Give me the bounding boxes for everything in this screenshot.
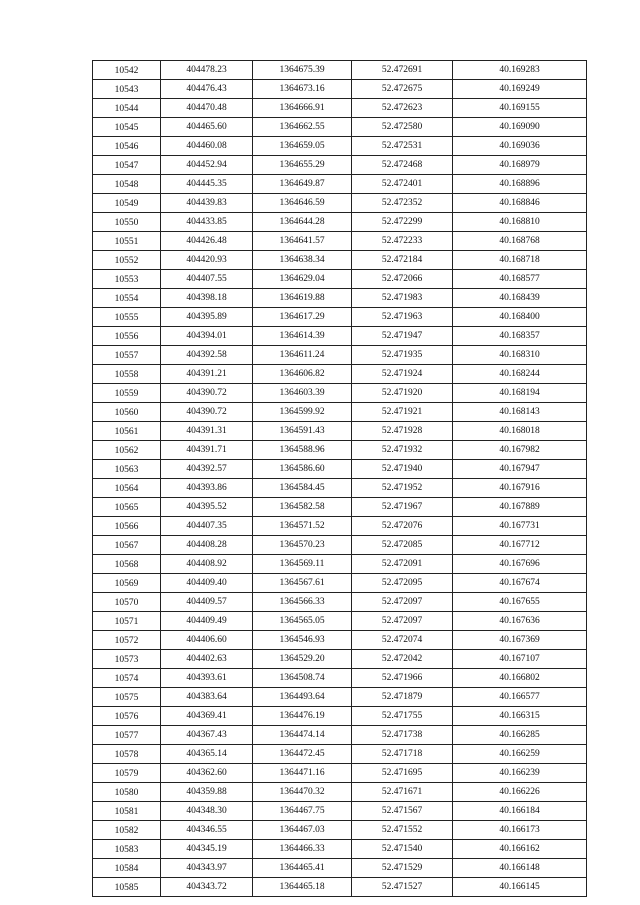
y-coordinate-cell: 1364465.18 <box>253 878 352 897</box>
table-row <box>93 403 587 422</box>
x-coordinate-cell: 404369.41 <box>161 707 253 726</box>
table-row <box>93 156 587 175</box>
y-coordinate-cell: 1364675.39 <box>253 61 352 80</box>
point-id-cell: 10545 <box>93 118 161 137</box>
latitude-cell: 52.471755 <box>352 707 453 726</box>
latitude-cell: 52.471529 <box>352 859 453 878</box>
point-id-cell: 10577 <box>93 726 161 745</box>
x-coordinate-cell: 404465.60 <box>161 118 253 137</box>
point-id-cell: 10565 <box>93 498 161 517</box>
y-coordinate-cell: 1364571.52 <box>253 517 352 536</box>
table-row <box>93 289 587 308</box>
x-coordinate-cell: 404343.97 <box>161 859 253 878</box>
table-row <box>93 213 587 232</box>
table-row <box>93 555 587 574</box>
table-row <box>93 745 587 764</box>
y-coordinate-cell: 1364566.33 <box>253 593 352 612</box>
coordinates-table-body <box>93 61 587 897</box>
y-coordinate-cell: 1364641.57 <box>253 232 352 251</box>
x-coordinate-cell: 404452.94 <box>161 156 253 175</box>
longitude-cell: 40.167696 <box>453 555 587 574</box>
y-coordinate-cell: 1364465.41 <box>253 859 352 878</box>
point-id-cell: 10550 <box>93 213 161 232</box>
latitude-cell: 52.472299 <box>352 213 453 232</box>
latitude-cell: 52.471718 <box>352 745 453 764</box>
point-id-cell: 10570 <box>93 593 161 612</box>
x-coordinate-cell: 404402.63 <box>161 650 253 669</box>
table-row <box>93 251 587 270</box>
point-id-cell: 10576 <box>93 707 161 726</box>
longitude-cell: 40.169249 <box>453 80 587 99</box>
point-id-cell: 10558 <box>93 365 161 384</box>
y-coordinate-cell: 1364599.92 <box>253 403 352 422</box>
table-row <box>93 479 587 498</box>
table-row <box>93 574 587 593</box>
latitude-cell: 52.471671 <box>352 783 453 802</box>
x-coordinate-cell: 404391.31 <box>161 422 253 441</box>
y-coordinate-cell: 1364646.59 <box>253 194 352 213</box>
x-coordinate-cell: 404409.40 <box>161 574 253 593</box>
x-coordinate-cell: 404460.08 <box>161 137 253 156</box>
y-coordinate-cell: 1364467.75 <box>253 802 352 821</box>
x-coordinate-cell: 404409.57 <box>161 593 253 612</box>
x-coordinate-cell: 404407.55 <box>161 270 253 289</box>
longitude-cell: 40.168357 <box>453 327 587 346</box>
x-coordinate-cell: 404392.58 <box>161 346 253 365</box>
longitude-cell: 40.168244 <box>453 365 587 384</box>
x-coordinate-cell: 404393.86 <box>161 479 253 498</box>
table-row <box>93 802 587 821</box>
longitude-cell: 40.167916 <box>453 479 587 498</box>
point-id-cell: 10580 <box>93 783 161 802</box>
y-coordinate-cell: 1364655.29 <box>253 156 352 175</box>
x-coordinate-cell: 404433.85 <box>161 213 253 232</box>
point-id-cell: 10551 <box>93 232 161 251</box>
table-row <box>93 859 587 878</box>
x-coordinate-cell: 404409.49 <box>161 612 253 631</box>
y-coordinate-cell: 1364644.28 <box>253 213 352 232</box>
point-id-cell: 10563 <box>93 460 161 479</box>
latitude-cell: 52.471920 <box>352 384 453 403</box>
longitude-cell: 40.168400 <box>453 308 587 327</box>
longitude-cell: 40.166145 <box>453 878 587 897</box>
y-coordinate-cell: 1364470.32 <box>253 783 352 802</box>
y-coordinate-cell: 1364467.03 <box>253 821 352 840</box>
table-row <box>93 783 587 802</box>
x-coordinate-cell: 404476.43 <box>161 80 253 99</box>
longitude-cell: 40.166184 <box>453 802 587 821</box>
point-id-cell: 10575 <box>93 688 161 707</box>
x-coordinate-cell: 404362.60 <box>161 764 253 783</box>
longitude-cell: 40.167674 <box>453 574 587 593</box>
longitude-cell: 40.168439 <box>453 289 587 308</box>
table-row <box>93 688 587 707</box>
table-row <box>93 536 587 555</box>
point-id-cell: 10548 <box>93 175 161 194</box>
table-row <box>93 175 587 194</box>
y-coordinate-cell: 1364611.24 <box>253 346 352 365</box>
point-id-cell: 10556 <box>93 327 161 346</box>
latitude-cell: 52.472042 <box>352 650 453 669</box>
point-id-cell: 10559 <box>93 384 161 403</box>
x-coordinate-cell: 404478.23 <box>161 61 253 80</box>
x-coordinate-cell: 404470.48 <box>161 99 253 118</box>
y-coordinate-cell: 1364649.87 <box>253 175 352 194</box>
latitude-cell: 52.471695 <box>352 764 453 783</box>
y-coordinate-cell: 1364638.34 <box>253 251 352 270</box>
y-coordinate-cell: 1364472.45 <box>253 745 352 764</box>
point-id-cell: 10542 <box>93 61 161 80</box>
table-row <box>93 669 587 688</box>
point-id-cell: 10561 <box>93 422 161 441</box>
point-id-cell: 10581 <box>93 802 161 821</box>
table-row <box>93 441 587 460</box>
latitude-cell: 52.472085 <box>352 536 453 555</box>
longitude-cell: 40.167731 <box>453 517 587 536</box>
y-coordinate-cell: 1364606.82 <box>253 365 352 384</box>
y-coordinate-cell: 1364493.64 <box>253 688 352 707</box>
table-row <box>93 327 587 346</box>
y-coordinate-cell: 1364570.23 <box>253 536 352 555</box>
x-coordinate-cell: 404407.35 <box>161 517 253 536</box>
latitude-cell: 52.471952 <box>352 479 453 498</box>
y-coordinate-cell: 1364474.14 <box>253 726 352 745</box>
latitude-cell: 52.471966 <box>352 669 453 688</box>
x-coordinate-cell: 404426.48 <box>161 232 253 251</box>
longitude-cell: 40.169090 <box>453 118 587 137</box>
longitude-cell: 40.168143 <box>453 403 587 422</box>
latitude-cell: 52.471940 <box>352 460 453 479</box>
point-id-cell: 10566 <box>93 517 161 536</box>
point-id-cell: 10572 <box>93 631 161 650</box>
latitude-cell: 52.472076 <box>352 517 453 536</box>
point-id-cell: 10584 <box>93 859 161 878</box>
longitude-cell: 40.168979 <box>453 156 587 175</box>
point-id-cell: 10564 <box>93 479 161 498</box>
longitude-cell: 40.167655 <box>453 593 587 612</box>
y-coordinate-cell: 1364588.96 <box>253 441 352 460</box>
longitude-cell: 40.167636 <box>453 612 587 631</box>
y-coordinate-cell: 1364591.43 <box>253 422 352 441</box>
y-coordinate-cell: 1364603.39 <box>253 384 352 403</box>
table-row <box>93 270 587 289</box>
x-coordinate-cell: 404391.21 <box>161 365 253 384</box>
longitude-cell: 40.166148 <box>453 859 587 878</box>
table-row <box>93 764 587 783</box>
point-id-cell: 10579 <box>93 764 161 783</box>
latitude-cell: 52.471928 <box>352 422 453 441</box>
x-coordinate-cell: 404408.92 <box>161 555 253 574</box>
longitude-cell: 40.169283 <box>453 61 587 80</box>
latitude-cell: 52.472074 <box>352 631 453 650</box>
longitude-cell: 40.169155 <box>453 99 587 118</box>
x-coordinate-cell: 404391.71 <box>161 441 253 460</box>
x-coordinate-cell: 404367.43 <box>161 726 253 745</box>
longitude-cell: 40.167712 <box>453 536 587 555</box>
y-coordinate-cell: 1364584.45 <box>253 479 352 498</box>
x-coordinate-cell: 404439.83 <box>161 194 253 213</box>
x-coordinate-cell: 404359.88 <box>161 783 253 802</box>
y-coordinate-cell: 1364569.11 <box>253 555 352 574</box>
y-coordinate-cell: 1364565.05 <box>253 612 352 631</box>
latitude-cell: 52.472468 <box>352 156 453 175</box>
longitude-cell: 40.167982 <box>453 441 587 460</box>
y-coordinate-cell: 1364666.91 <box>253 99 352 118</box>
table-row <box>93 460 587 479</box>
y-coordinate-cell: 1364466.33 <box>253 840 352 859</box>
longitude-cell: 40.168896 <box>453 175 587 194</box>
latitude-cell: 52.471983 <box>352 289 453 308</box>
y-coordinate-cell: 1364662.55 <box>253 118 352 137</box>
latitude-cell: 52.471552 <box>352 821 453 840</box>
point-id-cell: 10544 <box>93 99 161 118</box>
x-coordinate-cell: 404348.30 <box>161 802 253 821</box>
x-coordinate-cell: 404398.18 <box>161 289 253 308</box>
latitude-cell: 52.471879 <box>352 688 453 707</box>
longitude-cell: 40.167107 <box>453 650 587 669</box>
table-row <box>93 384 587 403</box>
x-coordinate-cell: 404395.52 <box>161 498 253 517</box>
latitude-cell: 52.472580 <box>352 118 453 137</box>
longitude-cell: 40.167889 <box>453 498 587 517</box>
x-coordinate-cell: 404393.61 <box>161 669 253 688</box>
latitude-cell: 52.471540 <box>352 840 453 859</box>
latitude-cell: 52.472691 <box>352 61 453 80</box>
point-id-cell: 10557 <box>93 346 161 365</box>
latitude-cell: 52.472675 <box>352 80 453 99</box>
point-id-cell: 10569 <box>93 574 161 593</box>
longitude-cell: 40.168846 <box>453 194 587 213</box>
longitude-cell: 40.168194 <box>453 384 587 403</box>
x-coordinate-cell: 404445.35 <box>161 175 253 194</box>
point-id-cell: 10585 <box>93 878 161 897</box>
x-coordinate-cell: 404345.19 <box>161 840 253 859</box>
x-coordinate-cell: 404390.72 <box>161 403 253 422</box>
x-coordinate-cell: 404408.28 <box>161 536 253 555</box>
y-coordinate-cell: 1364582.58 <box>253 498 352 517</box>
latitude-cell: 52.472091 <box>352 555 453 574</box>
table-row <box>93 308 587 327</box>
latitude-cell: 52.471935 <box>352 346 453 365</box>
y-coordinate-cell: 1364673.16 <box>253 80 352 99</box>
latitude-cell: 52.472066 <box>352 270 453 289</box>
longitude-cell: 40.168718 <box>453 251 587 270</box>
point-id-cell: 10567 <box>93 536 161 555</box>
longitude-cell: 40.166259 <box>453 745 587 764</box>
table-row <box>93 365 587 384</box>
longitude-cell: 40.168310 <box>453 346 587 365</box>
table-row <box>93 232 587 251</box>
latitude-cell: 52.472401 <box>352 175 453 194</box>
y-coordinate-cell: 1364619.88 <box>253 289 352 308</box>
point-id-cell: 10560 <box>93 403 161 422</box>
table-row <box>93 498 587 517</box>
x-coordinate-cell: 404346.55 <box>161 821 253 840</box>
latitude-cell: 52.471967 <box>352 498 453 517</box>
longitude-cell: 40.168018 <box>453 422 587 441</box>
latitude-cell: 52.472184 <box>352 251 453 270</box>
point-id-cell: 10547 <box>93 156 161 175</box>
coordinates-table <box>92 60 587 897</box>
x-coordinate-cell: 404395.89 <box>161 308 253 327</box>
y-coordinate-cell: 1364529.20 <box>253 650 352 669</box>
latitude-cell: 52.471567 <box>352 802 453 821</box>
latitude-cell: 52.472095 <box>352 574 453 593</box>
table-row <box>93 840 587 859</box>
table-row <box>93 650 587 669</box>
table-row <box>93 878 587 897</box>
point-id-cell: 10574 <box>93 669 161 688</box>
point-id-cell: 10568 <box>93 555 161 574</box>
longitude-cell: 40.167947 <box>453 460 587 479</box>
y-coordinate-cell: 1364508.74 <box>253 669 352 688</box>
point-id-cell: 10549 <box>93 194 161 213</box>
latitude-cell: 52.471738 <box>352 726 453 745</box>
table-row <box>93 346 587 365</box>
latitude-cell: 52.472531 <box>352 137 453 156</box>
table-row <box>93 99 587 118</box>
longitude-cell: 40.166802 <box>453 669 587 688</box>
x-coordinate-cell: 404420.93 <box>161 251 253 270</box>
table-row <box>93 631 587 650</box>
y-coordinate-cell: 1364659.05 <box>253 137 352 156</box>
latitude-cell: 52.471527 <box>352 878 453 897</box>
x-coordinate-cell: 404394.01 <box>161 327 253 346</box>
point-id-cell: 10578 <box>93 745 161 764</box>
latitude-cell: 52.472097 <box>352 612 453 631</box>
latitude-cell: 52.471932 <box>352 441 453 460</box>
x-coordinate-cell: 404392.57 <box>161 460 253 479</box>
longitude-cell: 40.169036 <box>453 137 587 156</box>
table-row <box>93 422 587 441</box>
longitude-cell: 40.166239 <box>453 764 587 783</box>
point-id-cell: 10571 <box>93 612 161 631</box>
longitude-cell: 40.168768 <box>453 232 587 251</box>
table-row <box>93 612 587 631</box>
table-row <box>93 517 587 536</box>
x-coordinate-cell: 404390.72 <box>161 384 253 403</box>
latitude-cell: 52.472352 <box>352 194 453 213</box>
table-row <box>93 61 587 80</box>
x-coordinate-cell: 404343.72 <box>161 878 253 897</box>
table-row <box>93 821 587 840</box>
point-id-cell: 10562 <box>93 441 161 460</box>
latitude-cell: 52.471924 <box>352 365 453 384</box>
table-row <box>93 137 587 156</box>
y-coordinate-cell: 1364629.04 <box>253 270 352 289</box>
table-row <box>93 194 587 213</box>
latitude-cell: 52.472097 <box>352 593 453 612</box>
latitude-cell: 52.471963 <box>352 308 453 327</box>
latitude-cell: 52.472233 <box>352 232 453 251</box>
point-id-cell: 10582 <box>93 821 161 840</box>
point-id-cell: 10554 <box>93 289 161 308</box>
point-id-cell: 10583 <box>93 840 161 859</box>
x-coordinate-cell: 404406.60 <box>161 631 253 650</box>
x-coordinate-cell: 404365.14 <box>161 745 253 764</box>
longitude-cell: 40.168577 <box>453 270 587 289</box>
longitude-cell: 40.167369 <box>453 631 587 650</box>
longitude-cell: 40.168810 <box>453 213 587 232</box>
y-coordinate-cell: 1364471.16 <box>253 764 352 783</box>
table-row <box>93 707 587 726</box>
longitude-cell: 40.166577 <box>453 688 587 707</box>
table-row <box>93 80 587 99</box>
point-id-cell: 10555 <box>93 308 161 327</box>
table-row <box>93 593 587 612</box>
point-id-cell: 10553 <box>93 270 161 289</box>
table-row <box>93 118 587 137</box>
table-row <box>93 726 587 745</box>
point-id-cell: 10552 <box>93 251 161 270</box>
y-coordinate-cell: 1364546.93 <box>253 631 352 650</box>
latitude-cell: 52.471921 <box>352 403 453 422</box>
longitude-cell: 40.166173 <box>453 821 587 840</box>
longitude-cell: 40.166226 <box>453 783 587 802</box>
longitude-cell: 40.166285 <box>453 726 587 745</box>
point-id-cell: 10573 <box>93 650 161 669</box>
point-id-cell: 10546 <box>93 137 161 156</box>
y-coordinate-cell: 1364567.61 <box>253 574 352 593</box>
longitude-cell: 40.166162 <box>453 840 587 859</box>
y-coordinate-cell: 1364614.39 <box>253 327 352 346</box>
x-coordinate-cell: 404383.64 <box>161 688 253 707</box>
latitude-cell: 52.472623 <box>352 99 453 118</box>
point-id-cell: 10543 <box>93 80 161 99</box>
y-coordinate-cell: 1364617.29 <box>253 308 352 327</box>
latitude-cell: 52.471947 <box>352 327 453 346</box>
longitude-cell: 40.166315 <box>453 707 587 726</box>
y-coordinate-cell: 1364476.19 <box>253 707 352 726</box>
y-coordinate-cell: 1364586.60 <box>253 460 352 479</box>
